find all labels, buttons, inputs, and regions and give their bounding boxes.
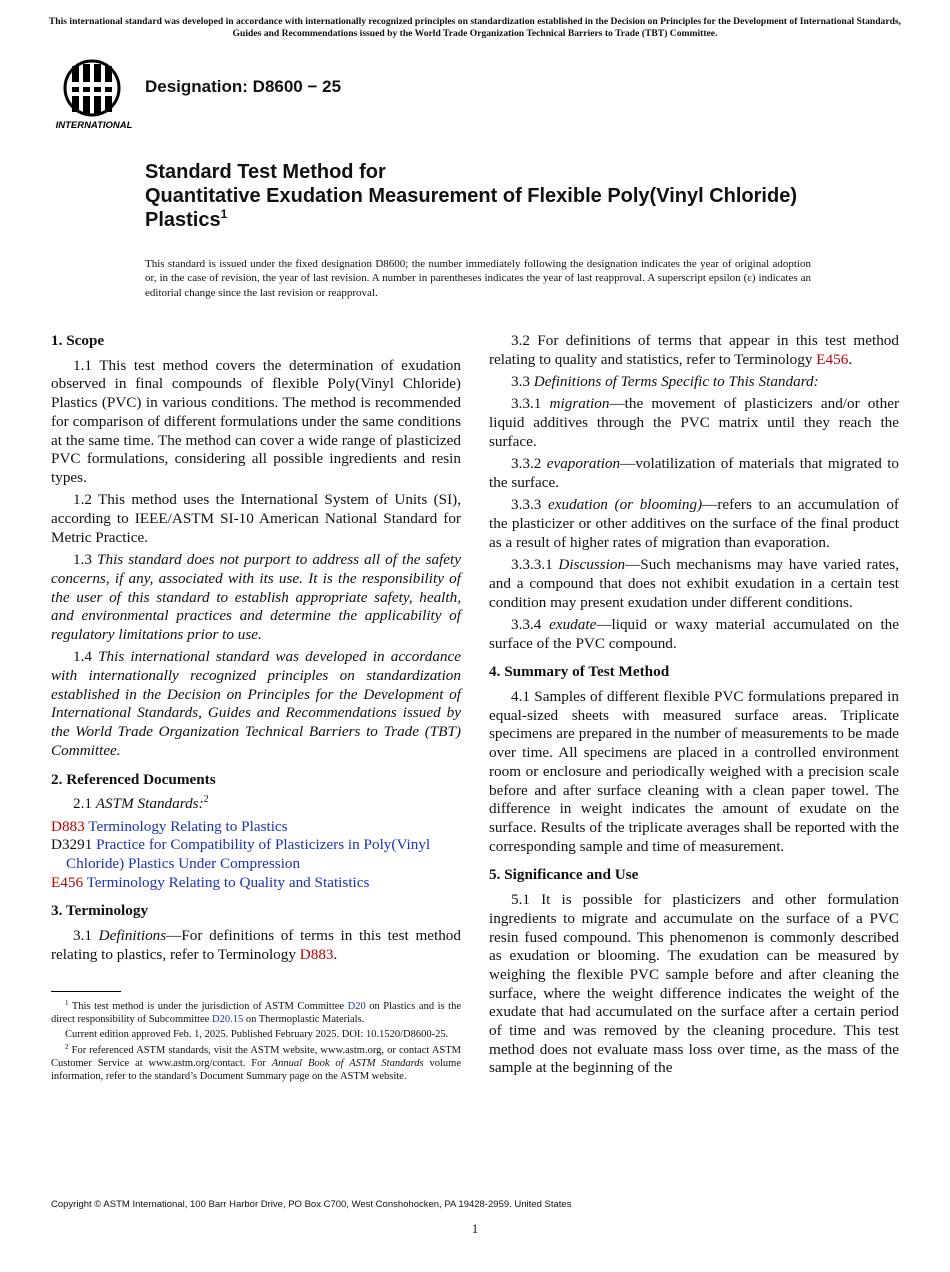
document-title — [145, 160, 845, 232]
para-1-4: 1.4 This international standard was developed in accordance with internationally recognized principles on standardization established in the Decision on Principles for the Development of International Standards, Guides and Recommendations issued by the World Trade Organization Technical Barriers to Trade (TBT) Committee. — [51, 648, 462, 759]
para-3-3: 3.3 Definitions of Terms Specific to This Standard: — [511, 373, 819, 391]
para-1-1: 1.1 This test method covers the determination of exudation observed in final compounds of flexible Poly(Vinyl Chloride) Plastics (PVC) in various conditions. The method is recommended for comparison of different formulations under the same conditions at the same time. The method can cover a wide range of plasticized PVC formulations, considering all possible ingredients and resin types. — [51, 356, 461, 486]
top-notice: This international standard was developed in accordance with internationally recognized principles on standardization established in the Decision on Principles for the Development of International Standards, Guides and Recommendations issued by the World Trade Organization Technical Barriers to Trade (TBT) Committee. — [48, 16, 902, 39]
para-2-1: 2.1 ASTM Standards:$^2$ — [73, 794, 209, 813]
ref-code: D3291 — [51, 836, 93, 854]
copyright-notice: Copyright © ASTM International, 100 Barr Harbor Drive, PO Box C700, West Conshohocken, PA 19428-2959. United States — [51, 1199, 572, 1210]
e456-link[interactable]: E456 — [816, 350, 849, 368]
ref-code-link[interactable]: E456 — [51, 873, 84, 891]
title-line-1: Standard Test Method for — [145, 161, 386, 183]
ref-code-link[interactable]: D883 — [51, 817, 85, 835]
left-column — [51, 332, 461, 968]
issued-note: This standard is issued under the fixed designation D8600; the number immediately following the designation indicates the year of original adoption or, in the case of revision, the year of last revision. A number in parentheses indicates the year of last reapproval. A superscript epsilon (ε) indicates an editorial change since the last revision or reapproval. — [145, 258, 811, 299]
referenced-documents-heading: 2. Referenced Documents — [51, 770, 216, 788]
page-number: 1 — [471, 1221, 479, 1236]
para-3-3-3-1: 3.3.3.1 Discussion—Such mechanisms may have varied rates, and a compound that does not exhibit exudation in a certain test condition may present exudation under different conditions. — [489, 556, 900, 611]
ref-d883[interactable] — [51, 818, 461, 837]
edition-note: Current edition approved Feb. 1, 2025. Published February 2025. DOI: 10.1520/D8600-25. — [65, 1029, 449, 1041]
logo-wordmark: INTERNATIONAL — [55, 120, 133, 131]
footnote-divider — [51, 991, 121, 992]
para-5-1: 5.1 It is possible for plasticizers and other formulation ingredients to migrate and accumulate on the surface of a PVC resin fused compound. This phenomenon is commonly described as exudation or blooming. The exudation can be measured by weighing the flexible PVC sample before and after cleaning the surface, where the weight difference indicates the weight of the exudate that had accumulated on the surface after a certain period of time and was removed by the cleaning procedure. This test method does not evaluate mass loss over time, as the mass of the sample at the beginning of the — [489, 891, 899, 1077]
scope-heading: 1. Scope — [51, 332, 105, 349]
ref-e456[interactable] — [51, 874, 461, 893]
para-1-2: 1.2 This method uses the International System of Units (SI), according to IEEE/ASTM SI-10 American National Standard for Metric Practice. — [51, 491, 461, 546]
title-footnote-mark: 1 — [220, 207, 228, 221]
terminology-heading: 3. Terminology — [51, 902, 149, 920]
ref-title-link[interactable]: Practice for Compatibility of Plasticizers in Poly(Vinyl Chloride) Plastics Under Compression — [66, 836, 431, 873]
para-3-3-3: 3.3.3 exudation (or blooming)—refers to an accumulation of the plasticizer or other additives on the surface of the final product as a result of higher rates of migration than evaporation. — [489, 496, 899, 551]
para-4-1: 4.1 Samples of different flexible PVC formulations prepared in equal-sized sheets with measured surface areas. Triplicate specimens are prepared in the number of measurements to be made over time. All specimens are placed in a controlled environment room or enclosure and periodically weighed with a precision scale before and after surface cleaning with a clean paper towel. The difference in weight indicates the amount of exudate on the surface. Results of the triplicate averages shall be reported with the corresponding sample and time of measurement. — [489, 688, 899, 855]
d883-link[interactable]: D883 — [299, 945, 334, 963]
para-3-3-4: 3.3.4 exudate—liquid or waxy material accumulated on the surface of the PVC compound. — [489, 615, 899, 652]
significance-heading: 5. Significance and Use — [489, 866, 639, 884]
para-3-2: 3.2 For definitions of terms that appear in this test method relating to quality and statistics, refer to Terminology E456. — [489, 332, 899, 368]
para-3-3-2: 3.3.2 evaporation—volatilization of materials that migrated to the surface. — [489, 455, 900, 491]
d20-15-link[interactable]: D20.15 — [211, 1014, 244, 1026]
ref-title-link[interactable]: Terminology Relating to Plastics — [84, 817, 288, 835]
para-3-3-1: 3.3.1 migration—the movement of plasticizers and/or other liquid additives through the PVC matrix until they reach the surface. — [489, 395, 900, 450]
ref-d3291[interactable] — [51, 836, 461, 873]
footnote-1: $^1$ This test method is under the jurisdiction of ASTM Committee D20 on Plastics and is the direct responsibility of Subcommittee D20.15 on Thermoplastic Materials. — [51, 999, 461, 1026]
ref-title-link[interactable]: Terminology Relating to Quality and Statistics — [83, 873, 370, 891]
footnote-2: $^2$ For referenced ASTM standards, visit the ASTM website, www.astm.org, or contact ASTM Customer Service at www.astm.org/contact. For Annual Book of ASTM Standards volume information, refer to the standard’s Document Summary page on the ASTM website. — [51, 1042, 462, 1083]
para-3-1: 3.1 Definitions—For definitions of terms in this test method relating to plastics, refer to Terminology D883. — [51, 927, 461, 963]
footnotes — [51, 1000, 461, 1085]
d20-link[interactable]: D20 — [347, 1001, 366, 1012]
astm-logo-icon — [54, 56, 134, 132]
astm-logo — [54, 56, 134, 132]
para-1-3: 1.3 This standard does not purport to address all of the safety concerns, if any, associated with its use. It is the responsibility of the user of this standard to establish appropriate safety, health, and environmental practices and determine the applicability of regulatory limitations prior to use. — [51, 551, 462, 643]
designation: Designation: D8600 − 25 — [145, 77, 342, 96]
title-line-2: Quantitative Exudation Measurement of Flexible Poly(Vinyl Chloride) Plastics$^1$ — [145, 185, 797, 231]
summary-heading: 4. Summary of Test Method — [489, 663, 670, 681]
right-column — [489, 332, 899, 1082]
